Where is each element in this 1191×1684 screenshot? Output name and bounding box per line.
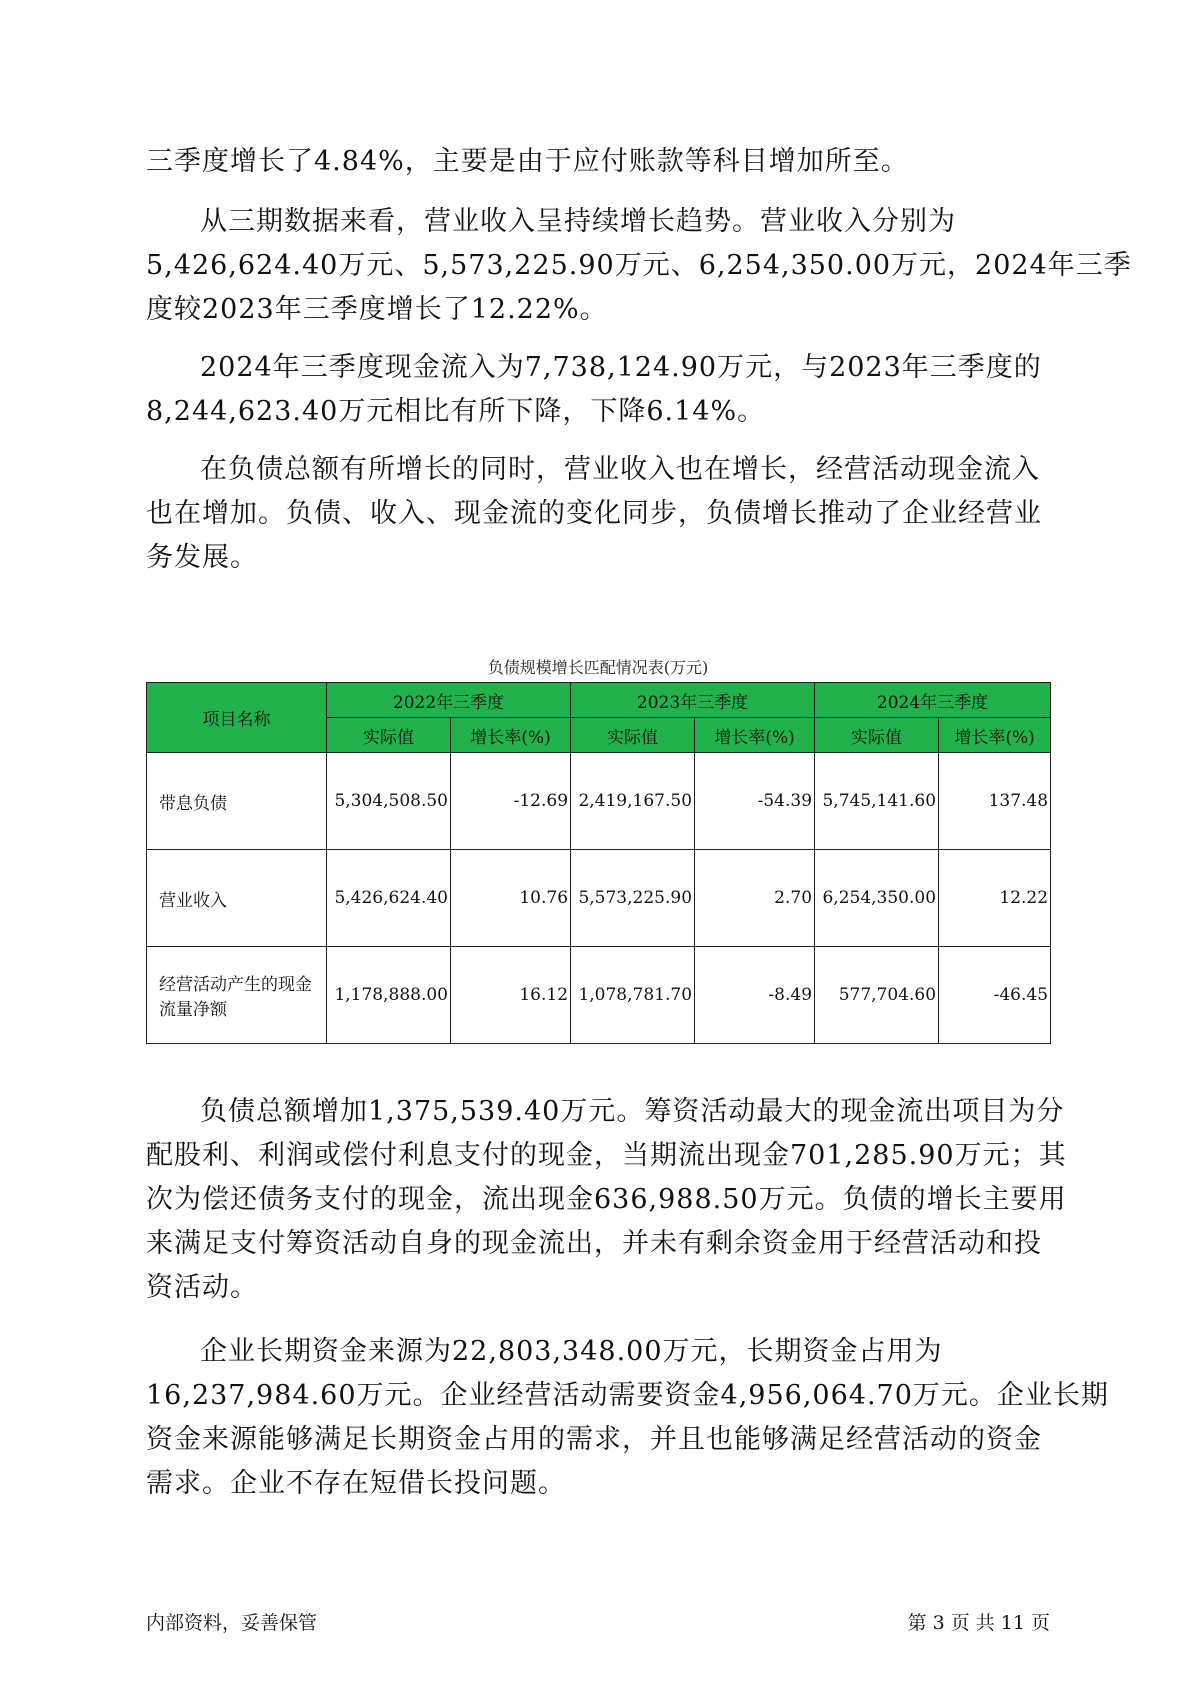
table-row [147, 947, 1051, 1044]
paragraph-revenue-trend [146, 200, 1132, 332]
cell-growth: -46.45 [939, 947, 1051, 1044]
cell-growth: -54.39 [695, 753, 815, 850]
debt-growth-table [146, 682, 1051, 1044]
table-header-row [147, 683, 1051, 718]
text-line: 也在增加。负债、收入、现金流的变化同步，负债增长推动了企业经营业 [146, 498, 1042, 529]
text-line: 从三期数据来看，营业收入呈持续增长趋势。营业收入分别为 [200, 206, 956, 237]
cell-actual: 5,573,225.90 [571, 850, 695, 947]
text-line: 配股利、利润或偿付利息支付的现金，当期流出现金701,285.90万元；其 [146, 1140, 1067, 1171]
paragraph-financing-outflow [146, 1090, 1067, 1310]
growth-rate-header: 增长率(%) [695, 718, 815, 753]
text-line: 资活动。 [146, 1272, 258, 1303]
paragraph-long-term-funding [146, 1330, 1109, 1506]
cell-growth: -12.69 [451, 753, 571, 850]
table-row [147, 850, 1051, 947]
paragraph-q3-growth [146, 140, 1050, 184]
cell-growth: 16.12 [451, 947, 571, 1044]
text-line: 2024年三季度现金流入为7,738,124.90万元，与2023年三季度的 [200, 352, 1042, 383]
text-line: 度较2023年三季度增长了12.22%。 [146, 294, 608, 325]
table-caption: 负债规模增长匹配情况表(万元) [487, 658, 709, 677]
text-line: 企业长期资金来源为22,803,348.00万元，长期资金占用为 [200, 1336, 943, 1367]
paragraph-sync-analysis [146, 448, 1050, 580]
cell-growth: 137.48 [939, 753, 1051, 850]
text-line: 8,244,623.40万元相比有所下降，下降6.14%。 [146, 396, 766, 427]
growth-rate-header: 增长率(%) [451, 718, 571, 753]
text-line: 来满足支付筹资活动自身的现金流出，并未有剩余资金用于经营活动和投 [146, 1228, 1042, 1259]
cell-growth: 12.22 [939, 850, 1051, 947]
page-number: 第 3 页 共 11 页 [907, 1612, 1050, 1634]
text-line: 次为偿还债务支付的现金，流出现金636,988.50万元。负债的增长主要用 [146, 1184, 1067, 1215]
period-header: 2023年三季度 [571, 683, 815, 718]
text-line: 资金来源能够满足长期资金占用的需求，并且也能够满足经营活动的资金 [146, 1424, 1042, 1455]
cell-growth: 10.76 [451, 850, 571, 947]
text-line: 需求。企业不存在短借长投问题。 [146, 1468, 566, 1499]
text-line: 5,426,624.40万元、5,573,225.90万元、6,254,350.00万元，2024年三季 [146, 250, 1132, 281]
text-line: 三季度增长了4.84%，主要是由于应付账款等科目增加所至。 [146, 146, 909, 177]
table-row [147, 753, 1051, 850]
row-name: 经营活动产生的现金流量净额 [147, 947, 327, 1044]
cell-actual: 5,745,141.60 [815, 753, 939, 850]
text-line: 负债总额增加1,375,539.40万元。筹资活动最大的现金流出项目为分 [200, 1096, 1065, 1127]
cell-actual: 6,254,350.00 [815, 850, 939, 947]
cell-actual: 5,304,508.50 [327, 753, 451, 850]
actual-value-header: 实际值 [327, 718, 451, 753]
row-name: 带息负债 [147, 753, 327, 850]
cell-actual: 1,178,888.00 [327, 947, 451, 1044]
cell-actual: 1,078,781.70 [571, 947, 695, 1044]
growth-rate-header: 增长率(%) [939, 718, 1051, 753]
cell-actual: 5,426,624.40 [327, 850, 451, 947]
text-line: 16,237,984.60万元。企业经营活动需要资金4,956,064.70万元。企业长期 [146, 1380, 1109, 1411]
actual-value-header: 实际值 [571, 718, 695, 753]
actual-value-header: 实际值 [815, 718, 939, 753]
period-header: 2024年三季度 [815, 683, 1051, 718]
footer-confidential-note: 内部资料，妥善保管 [146, 1612, 318, 1634]
cell-actual: 577,704.60 [815, 947, 939, 1044]
text-line: 务发展。 [146, 542, 258, 573]
cell-growth: 2.70 [695, 850, 815, 947]
cell-actual: 2,419,167.50 [571, 753, 695, 850]
cell-growth: -8.49 [695, 947, 815, 1044]
row-name: 营业收入 [147, 850, 327, 947]
period-header: 2022年三季度 [327, 683, 571, 718]
item-name-header: 项目名称 [147, 683, 327, 753]
paragraph-cash-inflow [146, 346, 1050, 434]
text-line: 在负债总额有所增长的同时，营业收入也在增长，经营活动现金流入 [200, 454, 1040, 485]
